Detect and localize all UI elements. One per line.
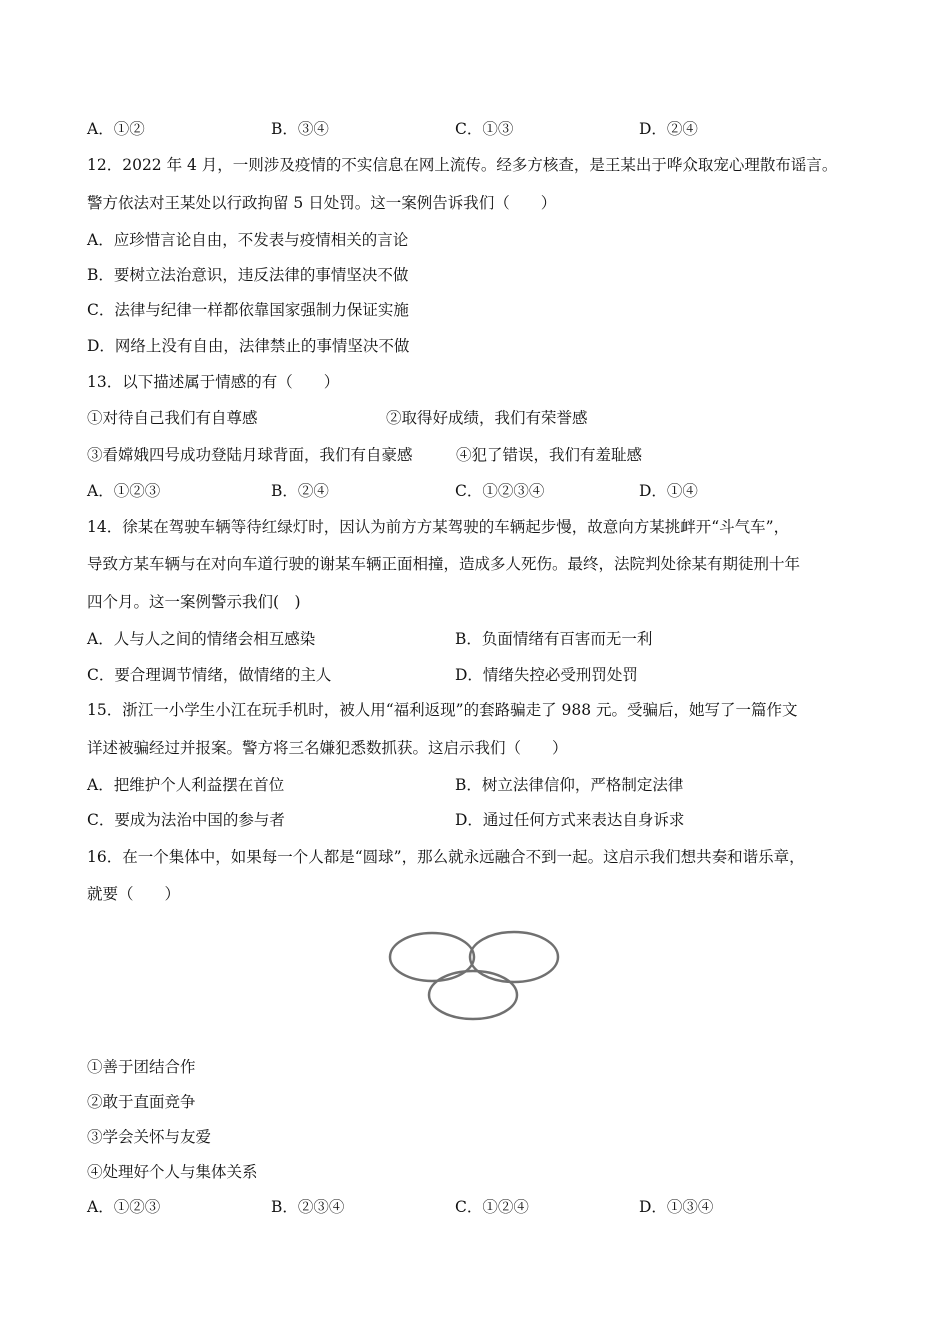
q13-option-c[interactable]: C．①②③④ bbox=[455, 482, 545, 500]
q16-item-2: ②敢于直面竞争 bbox=[87, 1093, 196, 1111]
q16-stem-line-2: 就要（ ） bbox=[87, 885, 181, 903]
q14-option-c[interactable]: C．要合理调节情绪，做情绪的主人 bbox=[87, 666, 332, 684]
q16-item-3: ③学会关怀与友爱 bbox=[87, 1128, 212, 1146]
q16-item-1: ①善于团结合作 bbox=[87, 1058, 196, 1076]
q13-option-a[interactable]: A．①②③ bbox=[87, 482, 161, 500]
q15-option-b[interactable]: B．树立法律信仰，严格制定法律 bbox=[455, 776, 684, 794]
q12-stem-line-1: 12．2022 年 4 月，一则涉及疫情的不实信息在网上流传。经多方核查，是王某出于哗众取宠心理散布谣言。 bbox=[87, 156, 838, 174]
q16-option-c[interactable]: C．①②④ bbox=[455, 1198, 529, 1216]
q13-item-3: ③看嫦娥四号成功登陆月球背面，我们有自豪感 bbox=[87, 446, 413, 464]
q11-option-b[interactable]: B．③④ bbox=[271, 120, 329, 138]
q14-stem-line-3: 四个月。这一案例警示我们( ) bbox=[87, 593, 301, 611]
q12-option-d[interactable]: D．网络上没有自由，法律禁止的事情坚决不做 bbox=[87, 337, 410, 355]
q15-stem-line-1: 15．浙江一小学生小江在玩手机时，被人用“福利返现”的套路骗走了 988 元。受骗后，她写了一篇作文 bbox=[87, 701, 798, 719]
circle-bottom bbox=[429, 971, 517, 1019]
q12-option-a[interactable]: A．应珍惜言论自由，不发表与疫情相关的言论 bbox=[87, 231, 409, 249]
q14-stem-line-2: 导致方某车辆与在对向车道行驶的谢某车辆正面相撞，造成多人死伤。最终，法院判处徐某有期徒刑十年 bbox=[87, 555, 801, 573]
q12-stem-line-2: 警方依法对王某处以行政拘留 5 日处罚。这一案例告诉我们（ ） bbox=[87, 194, 557, 212]
q13-item-1: ①对待自己我们有自尊感 bbox=[87, 409, 258, 427]
q14-option-b[interactable]: B．负面情绪有百害而无一利 bbox=[455, 630, 653, 648]
q13-item-4: ④犯了错误，我们有羞耻感 bbox=[456, 446, 643, 464]
q14-option-a[interactable]: A．人与人之间的情绪会相互感染 bbox=[87, 630, 316, 648]
q15-stem-line-2: 详述被骗经过并报案。警方将三名嫌犯悉数抓获。这启示我们（ ） bbox=[87, 739, 568, 757]
q11-option-c[interactable]: C．①③ bbox=[455, 120, 514, 138]
q13-stem: 13．以下描述属于情感的有（ ） bbox=[87, 373, 340, 391]
q16-option-d[interactable]: D．①③④ bbox=[639, 1198, 714, 1216]
q11-option-a[interactable]: A．①② bbox=[87, 120, 145, 138]
q13-item-2: ②取得好成绩，我们有荣誉感 bbox=[386, 409, 588, 427]
q15-option-a[interactable]: A．把维护个人利益摆在首位 bbox=[87, 776, 285, 794]
q14-option-d[interactable]: D．情绪失控必受刑罚处罚 bbox=[455, 666, 638, 684]
q16-option-b[interactable]: B．②③④ bbox=[271, 1198, 345, 1216]
q16-item-4: ④处理好个人与集体关系 bbox=[87, 1163, 258, 1181]
q15-option-d[interactable]: D．通过任何方式来表达自身诉求 bbox=[455, 811, 685, 829]
q13-option-b[interactable]: B．②④ bbox=[271, 482, 329, 500]
q16-stem-line-1: 16．在一个集体中，如果每一个人都是“圆球”，那么就永远融合不到一起。这启示我们想共奏和谐乐章， bbox=[87, 848, 805, 866]
q12-option-b[interactable]: B．要树立法治意识，违反法律的事情坚决不做 bbox=[87, 266, 409, 284]
circle-left bbox=[390, 933, 474, 981]
q15-option-c[interactable]: C．要成为法治中国的参与者 bbox=[87, 811, 285, 829]
q12-option-c[interactable]: C．法律与纪律一样都依靠国家强制力保证实施 bbox=[87, 301, 409, 319]
circle-right bbox=[470, 932, 558, 982]
three-circles-figure bbox=[383, 925, 563, 1027]
q13-option-d[interactable]: D．①④ bbox=[639, 482, 698, 500]
q11-option-d[interactable]: D．②④ bbox=[639, 120, 698, 138]
q16-option-a[interactable]: A．①②③ bbox=[87, 1198, 161, 1216]
q14-stem-line-1: 14．徐某在驾驶车辆等待红绿灯时，因认为前方方某驾驶的车辆起步慢，故意向方某挑衅开“斗气车”， bbox=[87, 518, 790, 536]
